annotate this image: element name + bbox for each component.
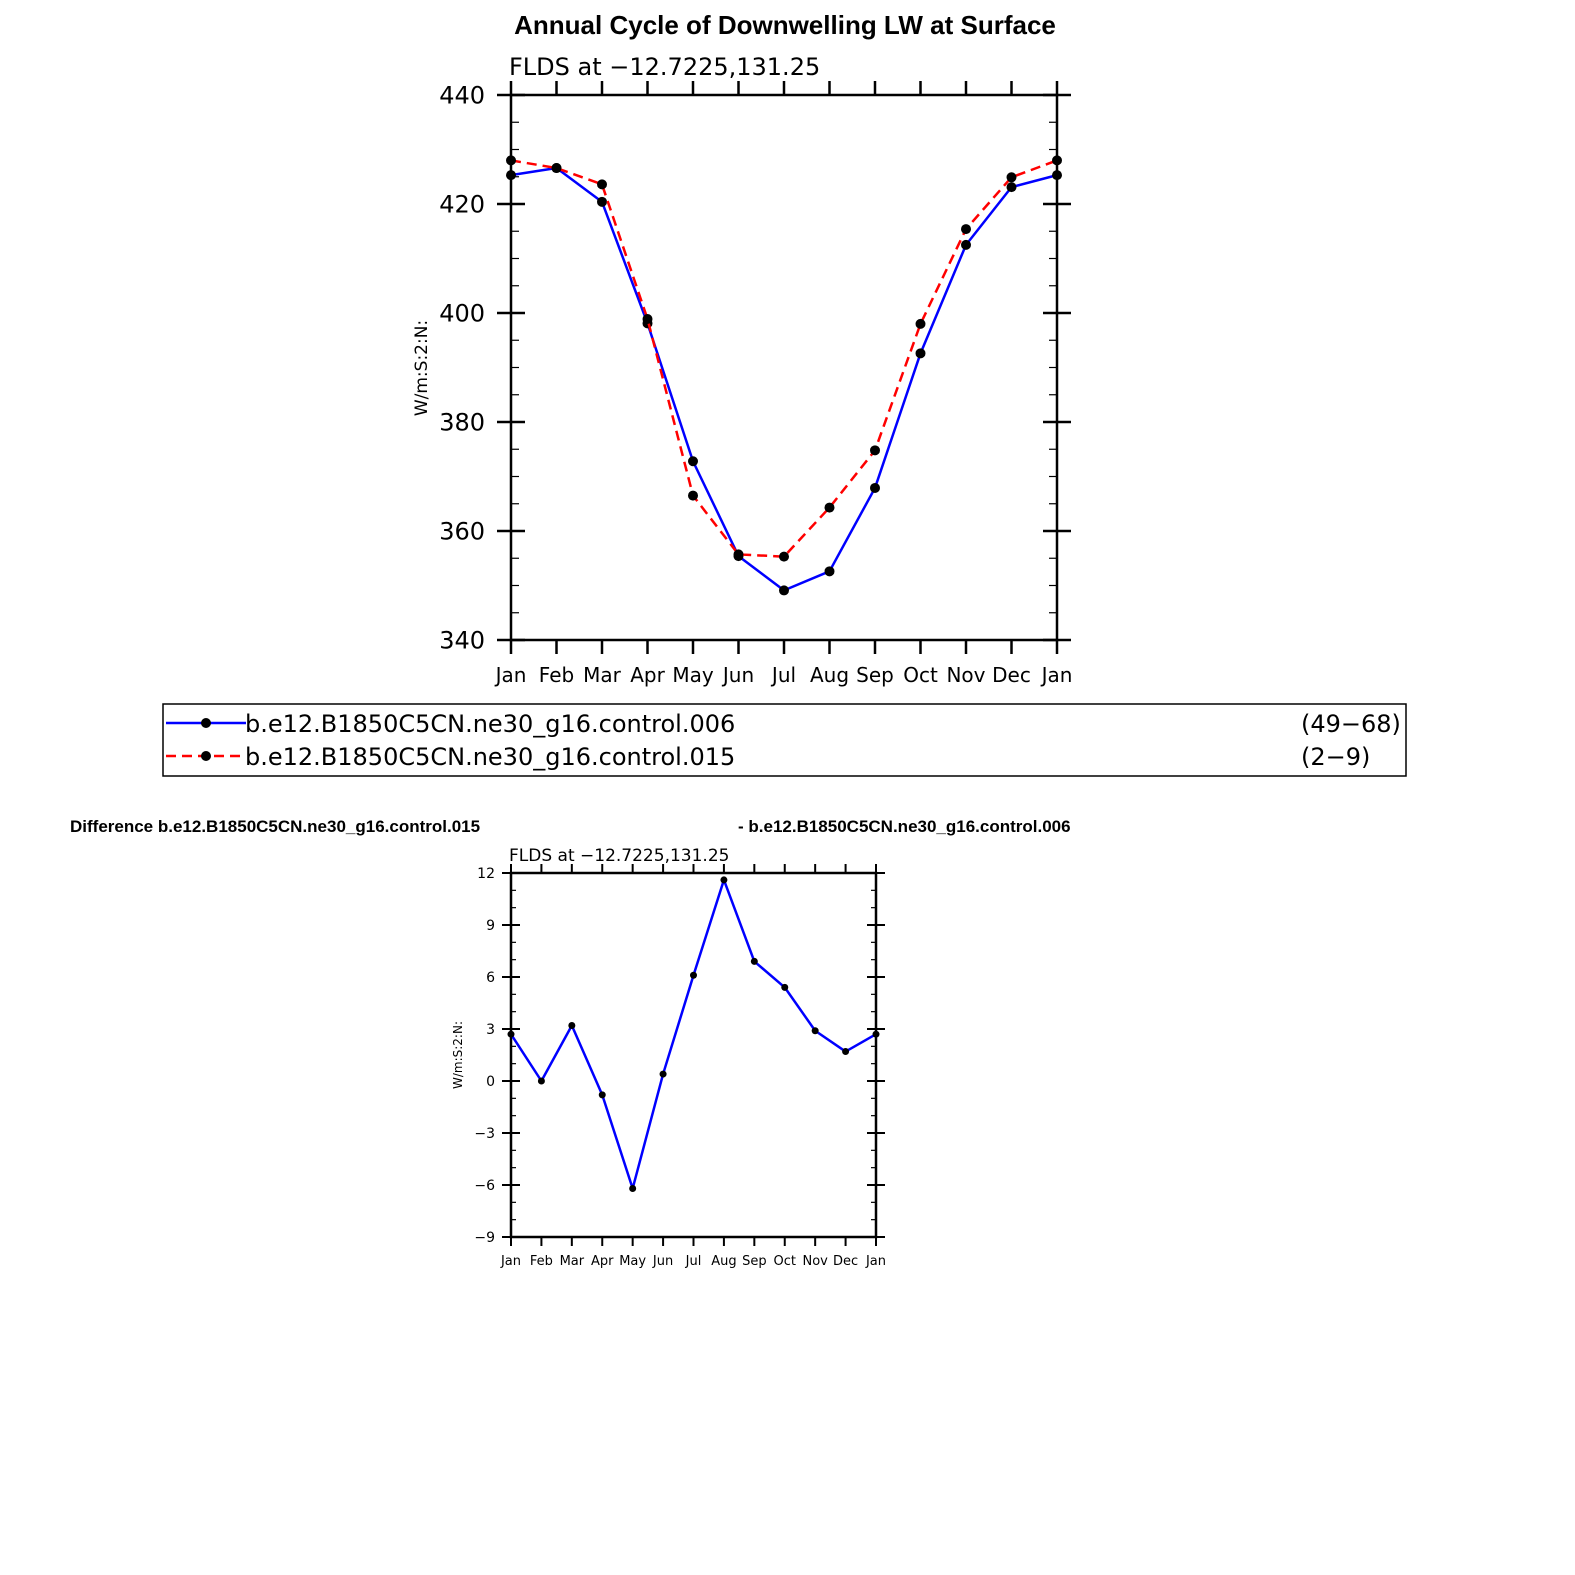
top-chart-title: Annual Cycle of Downwelling LW at Surface bbox=[514, 10, 1056, 40]
bottom-series-1-point bbox=[568, 1022, 575, 1029]
bottom-series-1-point bbox=[660, 1071, 667, 1078]
top-series-2-point bbox=[597, 179, 607, 189]
bottom-series-1-point bbox=[720, 876, 727, 883]
legend-years-series-1: (49−68) bbox=[1301, 710, 1401, 738]
top-series-2-point bbox=[734, 549, 744, 559]
bottom-xtick-label: Mar bbox=[559, 1254, 585, 1269]
top-ytick-label: 400 bbox=[439, 299, 485, 328]
top-plot-area bbox=[439, 81, 1072, 687]
bottom-series-1-point bbox=[690, 972, 697, 979]
bottom-series-1-point bbox=[538, 1078, 545, 1085]
bottom-series-1-point bbox=[599, 1091, 606, 1098]
bottom-ytick-label: 12 bbox=[477, 865, 495, 882]
top-series-2-point bbox=[1007, 172, 1017, 182]
top-series-2-point bbox=[688, 491, 698, 501]
bottom-xtick-label: Apr bbox=[591, 1254, 614, 1269]
top-series-2-point bbox=[870, 445, 880, 455]
bottom-series-1-point bbox=[508, 1031, 515, 1038]
top-series-2-point bbox=[506, 155, 516, 165]
bottom-ytick-label: 9 bbox=[486, 917, 495, 934]
top-series-2-point bbox=[779, 552, 789, 562]
bottom-xtick-label: Jan bbox=[500, 1254, 522, 1269]
top-series-1-point bbox=[961, 240, 971, 250]
top-xtick-label: May bbox=[672, 663, 714, 687]
top-series-2-point bbox=[916, 319, 926, 329]
bottom-xtick-label: Feb bbox=[529, 1254, 553, 1269]
bottom-frame bbox=[511, 873, 876, 1237]
bottom-ytick-label: 0 bbox=[486, 1073, 495, 1090]
bottom-series-1-line bbox=[511, 880, 876, 1189]
bottom-xtick-label: Jun bbox=[652, 1254, 674, 1269]
legend-marker-series-1 bbox=[201, 718, 211, 728]
bottom-ytick-label: 6 bbox=[486, 969, 495, 986]
bottom-xtick-label: Jan bbox=[865, 1254, 887, 1269]
top-series-1-point bbox=[916, 348, 926, 358]
legend-years-series-2: (2−9) bbox=[1301, 743, 1371, 771]
bottom-ytick-label: −9 bbox=[474, 1229, 495, 1246]
top-ytick-label: 360 bbox=[439, 517, 485, 546]
top-xtick-label: Dec bbox=[992, 663, 1031, 687]
top-ytick-label: 420 bbox=[439, 190, 485, 219]
bottom-ytick-label: −6 bbox=[474, 1177, 495, 1194]
bottom-xtick-label: Sep bbox=[742, 1254, 767, 1269]
top-series-1-point bbox=[597, 197, 607, 207]
top-xtick-label: Jan bbox=[1041, 663, 1073, 687]
bottom-ytick-label: −3 bbox=[474, 1125, 495, 1142]
bottom-series-1-point bbox=[751, 958, 758, 965]
top-series-1-point bbox=[1007, 182, 1017, 192]
bottom-xtick-label: May bbox=[619, 1254, 647, 1269]
bottom-chart-title: Difference b.e12.B1850C5CN.ne30_g16.control.015 bbox=[70, 817, 481, 836]
bottom-series-1-point bbox=[812, 1027, 819, 1034]
bottom-xtick-label: Aug bbox=[711, 1254, 737, 1269]
top-xtick-label: Oct bbox=[903, 663, 938, 687]
top-chart-subtitle: FLDS at −12.7225,131.25 bbox=[509, 53, 821, 81]
bottom-xtick-label: Jul bbox=[685, 1254, 702, 1269]
bottom-xtick-label: Dec bbox=[833, 1254, 859, 1269]
bottom-series-1-point bbox=[842, 1048, 849, 1055]
top-xtick-label: Jun bbox=[722, 663, 755, 687]
top-series-2-point bbox=[643, 314, 653, 324]
top-ytick-label: 380 bbox=[439, 408, 485, 437]
legend-label-series-2: b.e12.B1850C5CN.ne30_g16.control.015 bbox=[245, 743, 736, 771]
top-xtick-label: Mar bbox=[583, 663, 621, 687]
top-series-1-point bbox=[825, 566, 835, 576]
top-xtick-label: Jan bbox=[495, 663, 527, 687]
legend bbox=[163, 704, 1406, 776]
bottom-series-1-point bbox=[781, 984, 788, 991]
top-y-axis-label: W/m:S:2:N: bbox=[412, 319, 432, 417]
bottom-y-axis-label: W/m:S:2:N: bbox=[451, 1021, 465, 1089]
legend-marker-series-2 bbox=[201, 751, 211, 761]
top-series-2-point bbox=[961, 224, 971, 234]
top-series-1-point bbox=[688, 456, 698, 466]
top-xtick-label: Aug bbox=[809, 663, 850, 687]
bottom-series-1-point bbox=[873, 1031, 880, 1038]
top-series-1-line bbox=[511, 168, 1057, 590]
top-ytick-label: 340 bbox=[439, 626, 485, 655]
top-series-2-point bbox=[1052, 155, 1062, 165]
top-series-1-point bbox=[779, 585, 789, 595]
bottom-plot-area bbox=[474, 864, 886, 1269]
top-xtick-label: Jul bbox=[771, 663, 797, 687]
top-series-1-point bbox=[506, 170, 516, 180]
top-series-1-point bbox=[870, 483, 880, 493]
bottom-series-1-point bbox=[629, 1185, 636, 1192]
top-ytick-label: 440 bbox=[439, 81, 485, 110]
top-series-1-point bbox=[1052, 170, 1062, 180]
top-xtick-label: Apr bbox=[630, 663, 665, 687]
bottom-ytick-label: 3 bbox=[486, 1021, 495, 1038]
bottom-xtick-label: Nov bbox=[802, 1254, 828, 1269]
top-xtick-label: Feb bbox=[538, 663, 575, 687]
top-series-2-line bbox=[511, 160, 1057, 556]
top-xtick-label: Sep bbox=[856, 663, 894, 687]
bottom-xtick-label: Oct bbox=[773, 1254, 796, 1269]
bottom-chart-subtitle: FLDS at −12.7225,131.25 bbox=[509, 846, 730, 866]
top-series-2-point bbox=[825, 503, 835, 513]
top-xtick-label: Nov bbox=[946, 663, 986, 687]
legend-label-series-1: b.e12.B1850C5CN.ne30_g16.control.006 bbox=[245, 710, 736, 738]
top-series-2-point bbox=[552, 163, 562, 173]
bottom-chart-title-right: - b.e12.B1850C5CN.ne30_g16.control.006 bbox=[738, 817, 1071, 836]
